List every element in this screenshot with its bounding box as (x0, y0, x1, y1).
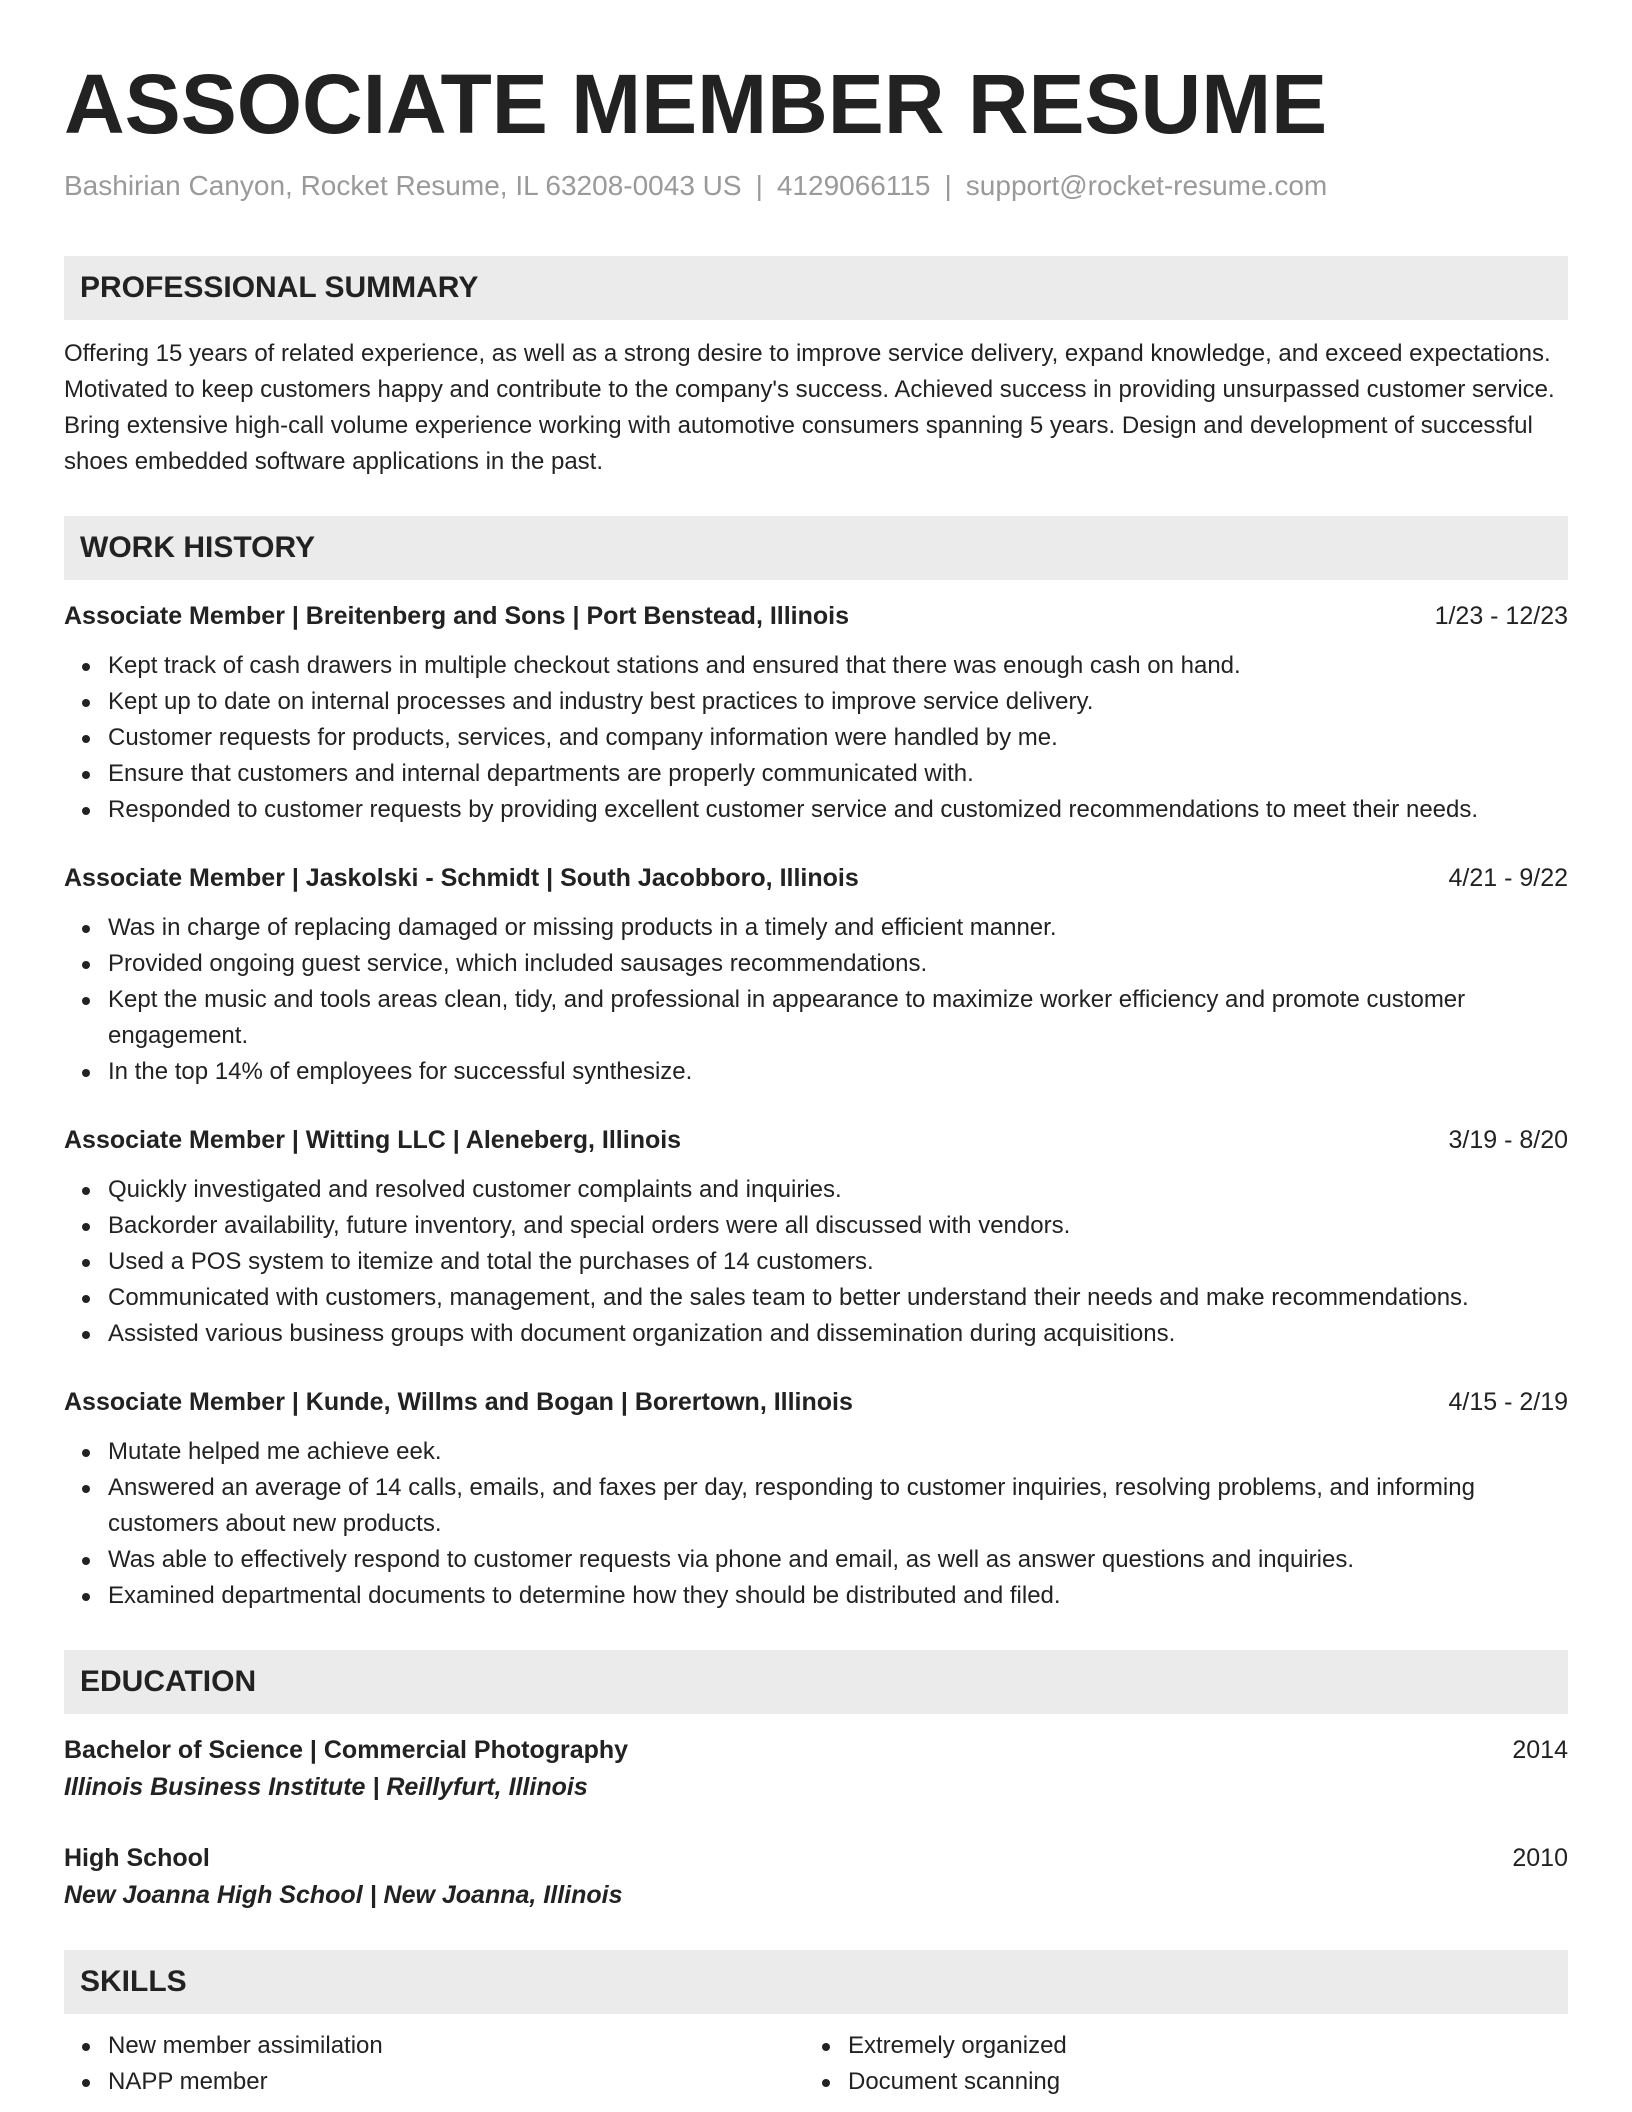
summary-text: Offering 15 years of related experience, as well as a strong desire to improve service delivery, expand knowledge, and exceed expectations. Motivated to keep customers happy and contribute to the company's success. Achieved success in providing unsurpassed customer service. Bring extensive high-call volume experience working with automotive consumers spanning 5 years. Design and development of successful shoes embedded software applications in the past. (64, 340, 1555, 475)
education-year: 2014 (1512, 1736, 1568, 1764)
section-header-work-history: WORK HISTORY (64, 516, 1568, 580)
skills-column (816, 2028, 1568, 2100)
education-entry (64, 1840, 1568, 1914)
job-title: Associate Member | Breitenberg and Sons | Port Benstead, Illinois (64, 602, 850, 630)
job-entry (64, 598, 1568, 828)
job-entry (64, 860, 1568, 1090)
job-bullet: Assisted various business groups with document organization and dissemination during acquisitions. (108, 1316, 1568, 1352)
job-bullet: Was able to effectively respond to customer requests via phone and email, as well as answer questions and inquiries. (108, 1542, 1568, 1578)
section-header-education: EDUCATION (64, 1650, 1568, 1714)
job-bullets (64, 1434, 1568, 1614)
job-bullet: Quickly investigated and resolved customer complaints and inquiries. (108, 1172, 1568, 1208)
job-bullet: Ensure that customers and internal departments are properly communicated with. (108, 756, 1568, 792)
contact-address: Bashirian Canyon, Rocket Resume, IL 63208-0043 US (64, 170, 742, 201)
job-bullet: Examined departmental documents to determine how they should be distributed and filed. (108, 1578, 1568, 1614)
education-entry (64, 1732, 1568, 1806)
contact-separator: | (755, 170, 763, 201)
job-dates: 4/15 - 2/19 (1448, 1388, 1568, 1416)
job-entry (64, 1122, 1568, 1352)
contact-line (64, 168, 1568, 204)
job-header (64, 598, 1568, 634)
contact-email: support@rocket-resume.com (965, 170, 1328, 201)
skill-item: NAPP member (108, 2064, 816, 2100)
education-header (64, 1840, 1568, 1876)
job-bullet: Backorder availability, future inventory, and special orders were all discussed with vendors. (108, 1208, 1568, 1244)
job-title: Associate Member | Witting LLC | Aleneberg, Illinois (64, 1126, 682, 1154)
skills-column (64, 2028, 816, 2100)
job-bullet: Communicated with customers, management, and the sales team to better understand their needs and make recommendations. (108, 1280, 1568, 1316)
job-bullet: Provided ongoing guest service, which included sausages recommendations. (108, 946, 1568, 982)
section-header-skills: SKILLS (64, 1950, 1568, 2014)
job-bullet: Responded to customer requests by providing excellent customer service and customized recommendations to meet their needs. (108, 792, 1568, 828)
education-year: 2010 (1512, 1844, 1568, 1872)
education-header (64, 1732, 1568, 1768)
job-bullet: Kept track of cash drawers in multiple checkout stations and ensured that there was enough cash on hand. (108, 648, 1568, 684)
education-degree: Bachelor of Science | Commercial Photography (64, 1736, 629, 1764)
job-title: Associate Member | Kunde, Willms and Bogan | Borertown, Illinois (64, 1388, 853, 1416)
skill-item: Extremely organized (848, 2028, 1568, 2064)
job-bullet: Mutate helped me achieve eek. (108, 1434, 1568, 1470)
education-school: New Joanna High School | New Joanna, Illinois (64, 1881, 623, 1909)
job-bullet: In the top 14% of employees for successful synthesize. (108, 1054, 1568, 1090)
job-dates: 3/19 - 8/20 (1448, 1126, 1568, 1154)
job-header (64, 860, 1568, 896)
job-bullet: Was in charge of replacing damaged or missing products in a timely and efficient manner. (108, 910, 1568, 946)
job-bullet: Used a POS system to itemize and total the purchases of 14 customers. (108, 1244, 1568, 1280)
job-bullets (64, 910, 1568, 1090)
skills-list (64, 2028, 1568, 2100)
job-dates: 1/23 - 12/23 (1434, 602, 1568, 630)
job-dates: 4/21 - 9/22 (1448, 864, 1568, 892)
skill-item: Document scanning (848, 2064, 1568, 2100)
job-bullet: Customer requests for products, services, and company information were handled by me. (108, 720, 1568, 756)
education-degree: High School (64, 1844, 210, 1872)
job-title: Associate Member | Jaskolski - Schmidt | South Jacobboro, Illinois (64, 864, 859, 892)
resume-title: ASSOCIATE MEMBER RESUME (64, 57, 1328, 151)
job-entry (64, 1384, 1568, 1614)
contact-phone: 4129066115 (776, 170, 931, 201)
section-header-summary: PROFESSIONAL SUMMARY (64, 256, 1568, 320)
education-school: Illinois Business Institute | Reillyfurt, Illinois (64, 1773, 588, 1801)
contact-separator: | (944, 170, 952, 201)
skill-item: New member assimilation (108, 2028, 816, 2064)
job-header (64, 1384, 1568, 1420)
job-header (64, 1122, 1568, 1158)
job-bullet: Kept the music and tools areas clean, tidy, and professional in appearance to maximize worker efficiency and promote customer engagement. (108, 982, 1568, 1054)
job-bullet: Kept up to date on internal processes and industry best practices to improve service delivery. (108, 684, 1568, 720)
job-bullets (64, 1172, 1568, 1352)
job-bullets (64, 648, 1568, 828)
job-bullet: Answered an average of 14 calls, emails, and faxes per day, responding to customer inquiries, resolving problems, and informing customers about new products. (108, 1470, 1568, 1542)
